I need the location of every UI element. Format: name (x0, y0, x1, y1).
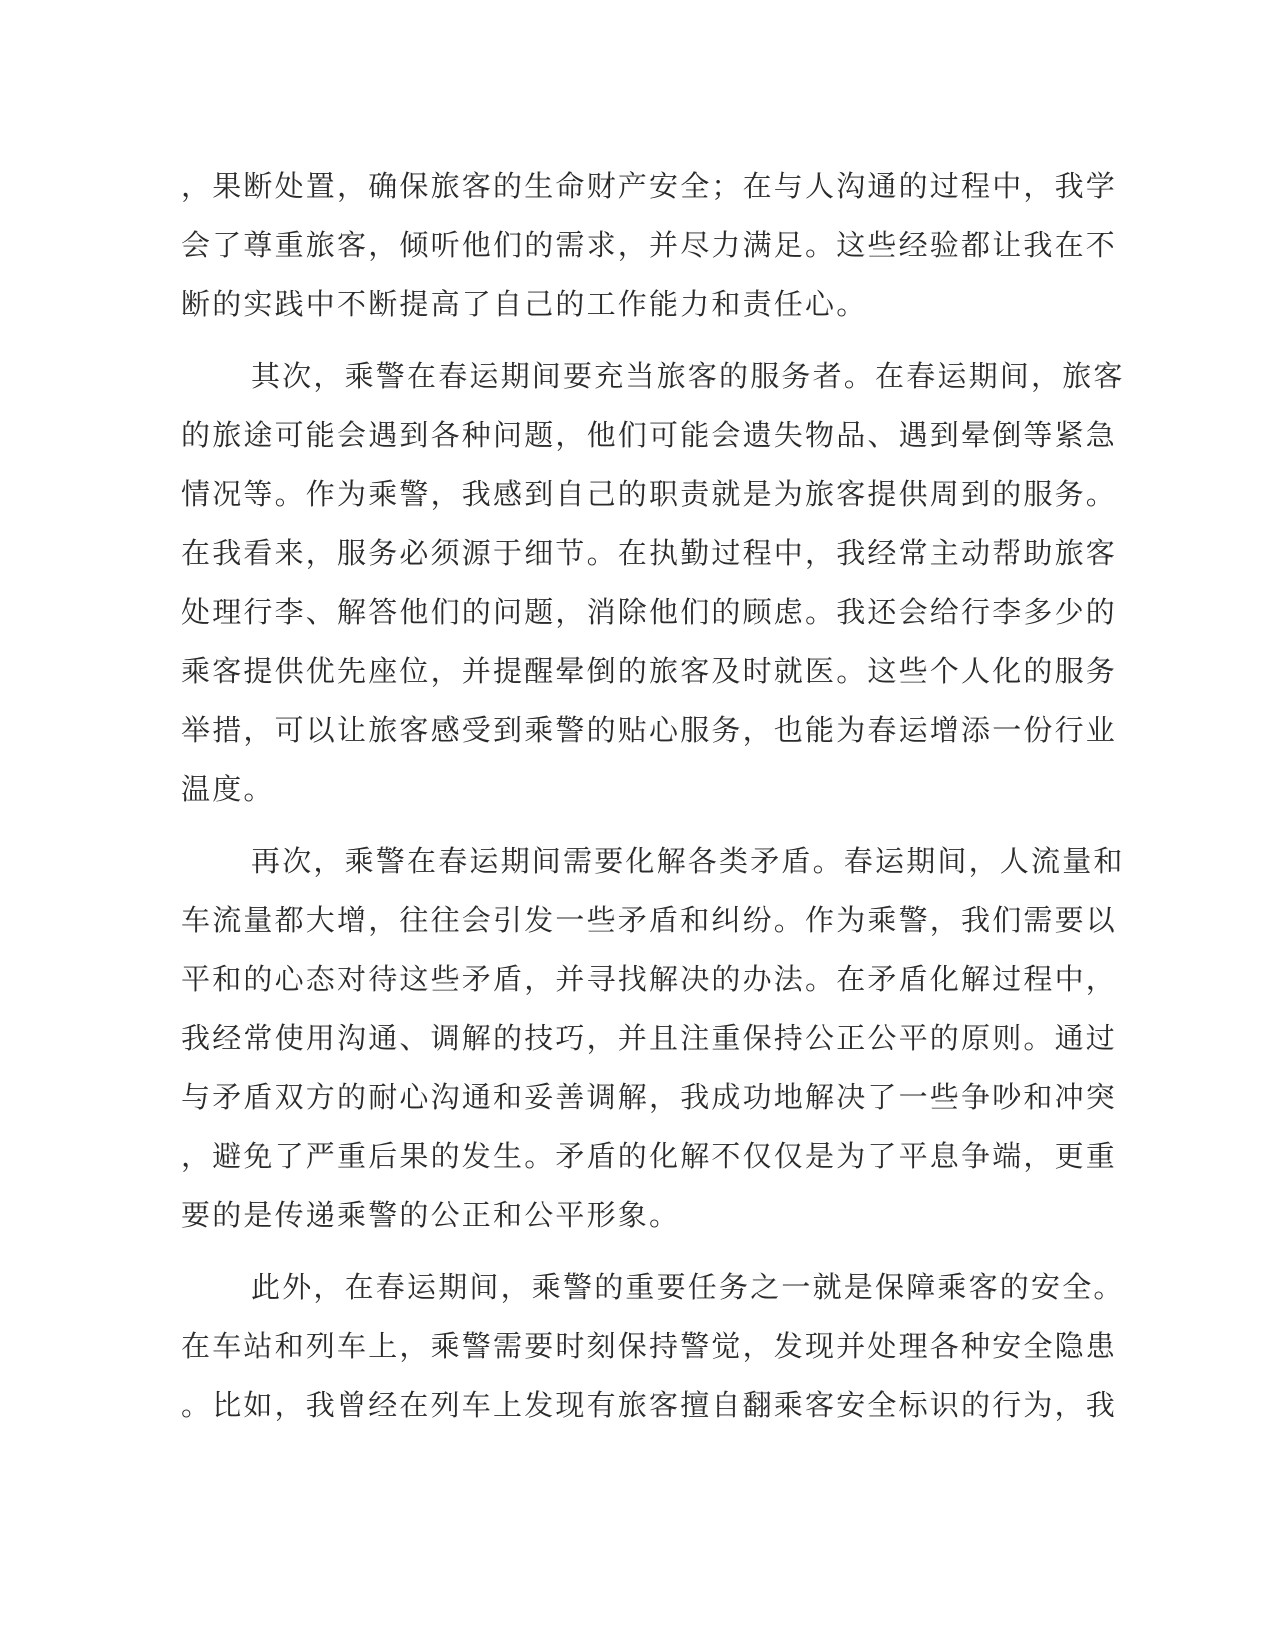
paragraph-line: ，果断处置，确保旅客的生命财产安全；在与人沟通的过程中，我学 (181, 169, 1118, 203)
paragraph-line: ，避免了严重后果的发生。矛盾的化解不仅仅是为了平息争端，更重 (181, 1139, 1118, 1173)
paragraph-spacer (181, 334, 1041, 347)
paragraph-line: 。比如，我曾经在列车上发现有旅客擅自翻乘客安全标识的行为，我 (181, 1388, 1118, 1422)
paragraph-line: 处理行李、解答他们的问题，消除他们的顾虑。我还会给行李多少的 (181, 595, 1118, 629)
paragraph-line: 的旅途可能会遇到各种问题，他们可能会遗失物品、遇到晕倒等紧急 (181, 418, 1118, 452)
paragraph-line: 平和的心态对待这些矛盾，并寻找解决的办法。在矛盾化解过程中， (181, 962, 1118, 996)
document-body (181, 157, 1125, 1435)
paragraph-line: 此外，在春运期间，乘警的重要任务之一就是保障乘客的安全。 (251, 1270, 1125, 1304)
paragraph-spacer (181, 1245, 1041, 1258)
paragraph-2 (181, 347, 1125, 819)
paragraph-line: 在我看来，服务必须源于细节。在执勤过程中，我经常主动帮助旅客 (181, 536, 1118, 570)
paragraph-line: 车流量都大增，往往会引发一些矛盾和纠纷。作为乘警，我们需要以 (181, 903, 1118, 937)
paragraph-spacer (181, 819, 1041, 832)
paragraph-3 (181, 832, 1125, 1245)
paragraph-line: 情况等。作为乘警，我感到自己的职责就是为旅客提供周到的服务。 (181, 477, 1118, 511)
paragraph-4 (181, 1258, 1125, 1435)
paragraph-line: 我经常使用沟通、调解的技巧，并且注重保持公正公平的原则。通过 (181, 1021, 1118, 1055)
paragraph-line: 温度。 (181, 772, 275, 806)
paragraph-line: 在车站和列车上，乘警需要时刻保持警觉，发现并处理各种安全隐患 (181, 1329, 1118, 1363)
paragraph-line: 与矛盾双方的耐心沟通和妥善调解，我成功地解决了一些争吵和冲突 (181, 1080, 1118, 1114)
paragraph-1 (181, 157, 1118, 334)
paragraph-line: 要的是传递乘警的公正和公平形象。 (181, 1198, 681, 1232)
paragraph-line: 乘客提供优先座位，并提醒晕倒的旅客及时就医。这些个人化的服务 (181, 654, 1118, 688)
paragraph-line: 其次，乘警在春运期间要充当旅客的服务者。在春运期间，旅客 (251, 359, 1125, 393)
paragraph-line: 断的实践中不断提高了自己的工作能力和责任心。 (181, 287, 868, 321)
paragraph-line: 举措，可以让旅客感受到乘警的贴心服务，也能为春运增添一份行业 (181, 713, 1118, 747)
paragraph-line: 再次，乘警在春运期间需要化解各类矛盾。春运期间，人流量和 (251, 844, 1125, 878)
paragraph-line: 会了尊重旅客，倾听他们的需求，并尽力满足。这些经验都让我在不 (181, 228, 1118, 262)
